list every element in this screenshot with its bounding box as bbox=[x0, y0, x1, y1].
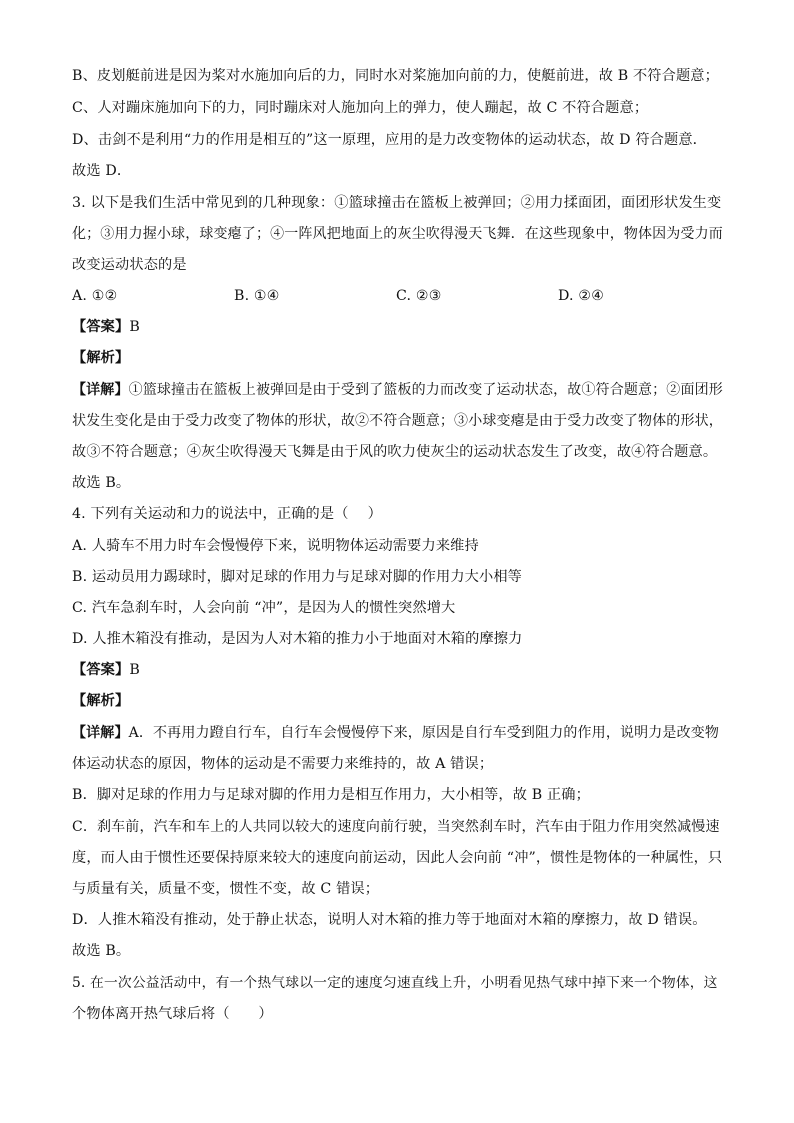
q3-option-d: D. ②④ bbox=[558, 288, 605, 304]
q3-answer-label: 【答案】 bbox=[72, 319, 130, 335]
q3-stem-line-3: 改变运动状态的是 bbox=[72, 257, 187, 273]
q4-option-a: A. 人骑车不用力时车会慢慢停下来，说明物体运动需要力来维持 bbox=[72, 538, 479, 554]
prev-option-d-explanation: D、击剑不是利用“力的作用是相互的”这一原理，应用的是力改变物体的运动状态，故 D 符合题意． bbox=[72, 132, 708, 148]
q4-detail-line-3: B．脚对足球的作用力与足球对脚的作用力是相互作用力，大小相等，故 B 正确； bbox=[72, 787, 590, 803]
q3-option-b: B. ①④ bbox=[234, 288, 280, 304]
q3-detail-label: 【详解】 bbox=[72, 382, 129, 398]
prev-final-choice: 故选 D． bbox=[72, 163, 132, 179]
q3-analysis-label: 【解析】 bbox=[72, 350, 130, 366]
q4-detail-line-5: 度，而人由于惯性还要保持原来较大的速度向前运动，因此人会向前 “冲”，惯性是物体的一种属性，只 bbox=[72, 850, 723, 866]
q3-final-choice: 故选 B。 bbox=[72, 475, 131, 491]
q4-answer-value: B bbox=[129, 662, 140, 678]
q4-detail-line-4: C．刹车前，汽车和车上的人共同以较大的速度向前行驶，当突然刹车时，汽车由于阻力作用突然减慢速 bbox=[72, 819, 720, 835]
q3-answer-value: B bbox=[129, 319, 140, 335]
q5-stem-line-1: 5. 在一次公益活动中，有一个热气球以一定的速度匀速直线上升，小明看见热气球中掉下来一个物体，这 bbox=[72, 975, 718, 991]
q4-analysis-label: 【解析】 bbox=[72, 693, 130, 709]
q5-stem-line-2: 个物体离开热气球后将（ ） bbox=[72, 1006, 273, 1022]
q4-option-b: B. 运动员用力踢球时，脚对足球的作用力与足球对脚的作用力大小相等 bbox=[72, 569, 523, 585]
q3-stem-line-1: 3. 以下是我们生活中常见到的几种现象：①篮球撞击在篮板上被弹回；②用力揉面团，面团形状发生变 bbox=[72, 195, 722, 211]
q4-detail-line-2: 体运动状态的原因，物体的运动是不需要力来维持的，故 A 错误； bbox=[72, 756, 494, 772]
q4-detail-line-6: 与质量有关，质量不变，惯性不变，故 C 错误； bbox=[72, 881, 380, 897]
q4-detail-line-1 bbox=[72, 723, 724, 743]
prev-option-c-explanation: C、人对蹦床施加向下的力，同时蹦床对人施加向上的弹力，使人蹦起，故 C 不符合题意； bbox=[72, 100, 649, 116]
q4-answer bbox=[72, 660, 724, 680]
q4-answer-label: 【答案】 bbox=[72, 662, 130, 678]
q3-answer bbox=[72, 317, 724, 337]
q4-stem: 4. 下列有关运动和力的说法中，正确的是（ ） bbox=[72, 506, 382, 522]
q4-option-d: D. 人推木箱没有推动，是因为人对木箱的推力小于地面对木箱的摩擦力 bbox=[72, 631, 523, 647]
q4-option-c: C. 汽车急刹车时，人会向前 “冲”，是因为人的惯性突然增大 bbox=[72, 600, 456, 616]
prev-option-b-explanation: B、皮划艇前进是因为桨对水施加向后的力，同时水对桨施加向前的力，使艇前进，故 B 不符合题意； bbox=[72, 68, 719, 84]
q3-option-c: C. ②③ bbox=[396, 288, 442, 304]
q4-detail-text-1: A．不再用力蹬自行车，自行车会慢慢停下来，原因是自行车受到阻力的作用，说明力是改变物 bbox=[128, 725, 720, 741]
q4-detail-label: 【详解】 bbox=[72, 725, 129, 741]
q3-detail-line-3: 故③不符合题意；④灰尘吹得漫天飞舞是由于风的吹力使灰尘的运动状态发生了改变，故④符合题意。 bbox=[72, 444, 718, 460]
q3-detail-line-2: 状发生变化是由于受力改变了物体的形状，故②不符合题意；③小球变瘪是由于受力改变了物体的形状， bbox=[72, 413, 723, 429]
q4-detail-line-7: D．人推木箱没有推动，处于静止状态，说明人对木箱的推力等于地面对木箱的摩擦力，故 D 错误。 bbox=[72, 912, 707, 928]
q3-detail-text-1: ①篮球撞击在篮板上被弹回是由于受到了篮板的力而改变了运动状态，故①符合题意；②面团形 bbox=[128, 382, 723, 398]
q3-detail-line-1 bbox=[72, 380, 724, 400]
q4-final-choice: 故选 B。 bbox=[72, 943, 131, 959]
q3-stem-line-2: 化；③用力握小球，球变瘪了；④一阵风把地面上的灰尘吹得漫天飞舞．在这些现象中，物体因为受力而 bbox=[72, 226, 723, 242]
q3-option-a: A. ①② bbox=[72, 288, 118, 304]
